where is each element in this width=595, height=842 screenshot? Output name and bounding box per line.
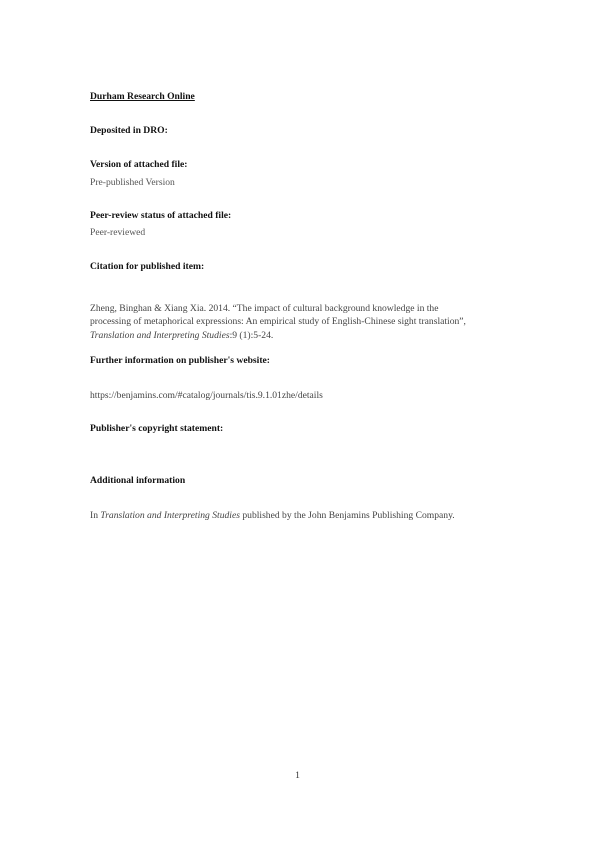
additional-prefix: In <box>90 510 101 521</box>
deposited-label: Deposited in DRO: <box>90 125 168 136</box>
citation-text <box>90 302 520 342</box>
citation-journal: Translation and Interpreting Studies <box>90 329 230 341</box>
publisher-url-link[interactable]: https://benjamins.com/#catalog/journals/tis.9.1.01zhe/details <box>90 390 323 401</box>
peer-review-label: Peer-review status of attached file: <box>90 210 232 221</box>
additional-suffix: published by the John Benjamins Publishing Company. <box>239 510 455 521</box>
citation-line-1: Zheng, Binghan & Xiang Xia. 2014. “The impact of cultural background knowledge in the <box>90 303 439 314</box>
publisher-site-label: Further information on publisher's website: <box>90 355 270 366</box>
citation-line-2: processing of metaphorical expressions: An empirical study of English-Chinese sight translation”, <box>90 316 466 328</box>
page-number: 1 <box>295 770 300 781</box>
repository-title: Durham Research Online <box>90 91 195 102</box>
version-value: Pre-published Version <box>90 177 175 188</box>
version-label: Version of attached file: <box>90 159 188 170</box>
copyright-label: Publisher's copyright statement: <box>90 423 224 434</box>
peer-review-value: Peer-reviewed <box>90 227 146 238</box>
additional-info-label: Additional information <box>90 475 186 486</box>
citation-line-3 <box>90 329 520 342</box>
citation-label: Citation for published item: <box>90 261 205 272</box>
citation-tail: :9 (1):5-24. <box>229 329 274 341</box>
additional-journal: Translation and Interpreting Studies <box>100 510 240 521</box>
additional-info-text <box>90 509 530 522</box>
